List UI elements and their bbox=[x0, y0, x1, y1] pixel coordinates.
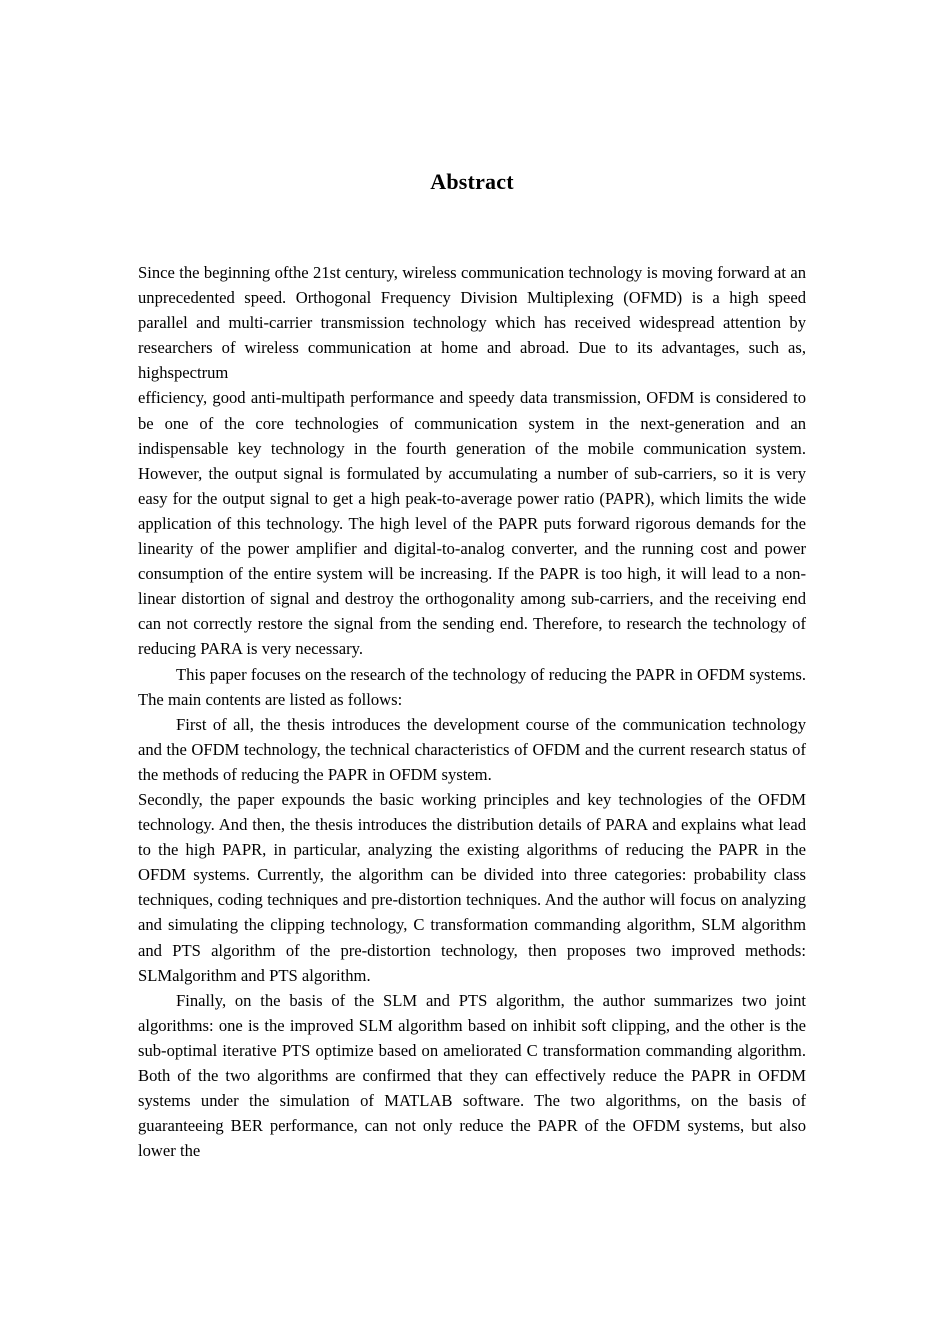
abstract-paragraph: efficiency, good anti-multipath performance and speedy data transmission, OFDM is considered to be one of the core technologies of communication system in the next-generation and an indispensable key technology in the fourth generation of the mobile communication system. However, the output signal is formulated by accumulating a number of sub-carriers, so it is very easy for the output signal to get a high peak-to-average power ratio (PAPR), which limits the wide application of this technology. The high level of the PAPR puts forward rigorous demands for the linearity of the power amplifier and digital-to-analog converter, and the running cost and power consumption of the entire system will be increasing. If the PAPR is too high, it will lead to a non-linear distortion of signal and destroy the orthogonality among sub-carriers, and the receiving end can not correctly restore the signal from the sending end. Therefore, to research the technology of reducing PARA is very necessary. bbox=[138, 388, 806, 659]
abstract-paragraph: Since the beginning ofthe 21st century, wireless communication technology is moving forward at an unprecedented speed. Orthogonal Frequency Division Multiplexing (OFMD) is a high speed parallel and multi-carrier transmission technology which has received widespread attention by researchers of wireless communication at home and abroad. Due to its advantages, such as, highspectrum bbox=[138, 263, 806, 383]
title-spacer bbox=[138, 196, 806, 260]
abstract-paragraph: Finally, on the basis of the SLM and PTS algorithm, the author summarizes two joint algorithms: one is the improved SLM algorithm based on inhibit soft clipping, and the other is the sub-optimal iterative PTS optimize based on ameliorated C transformation commanding algorithm. Both of the two algorithms are confirmed that they can effectively reduce the PAPR in OFDM systems under the simulation of MATLAB software. The two algorithms, on the basis of guaranteeing BER performance, can not only reduce the PAPR of the OFDM systems, but also lower the bbox=[138, 990, 806, 1161]
abstract-paragraph: First of all, the thesis introduces the development course of the communication technology and the OFDM technology, the technical characteristics of OFDM and the current research status of the methods of reducing the PAPR in OFDM system. bbox=[138, 714, 806, 784]
page-title: Abstract bbox=[430, 169, 514, 194]
abstract-section bbox=[138, 168, 806, 1163]
abstract-paragraph: Secondly, the paper expounds the basic working principles and key technologies of the OFDM technology. And then, the thesis introduces the distribution details of PARA and explains what lead to the high PAPR, in particular, analyzing the existing algorithms of reducing the PAPR in the OFDM systems. Currently, the algorithm can be divided into three categories: probability class techniques, coding techniques and pre-distortion techniques. And the author will focus on analyzing and simulating the clipping technology, C transformation commanding algorithm, SLM algorithm and PTS algorithm of the pre-distortion technology, then proposes two improved methods: SLMalgorithm and PTS algorithm. bbox=[138, 789, 806, 985]
abstract-paragraph: This paper focuses on the research of the technology of reducing the PAPR in OFDM systems. The main contents are listed as follows: bbox=[138, 664, 806, 709]
